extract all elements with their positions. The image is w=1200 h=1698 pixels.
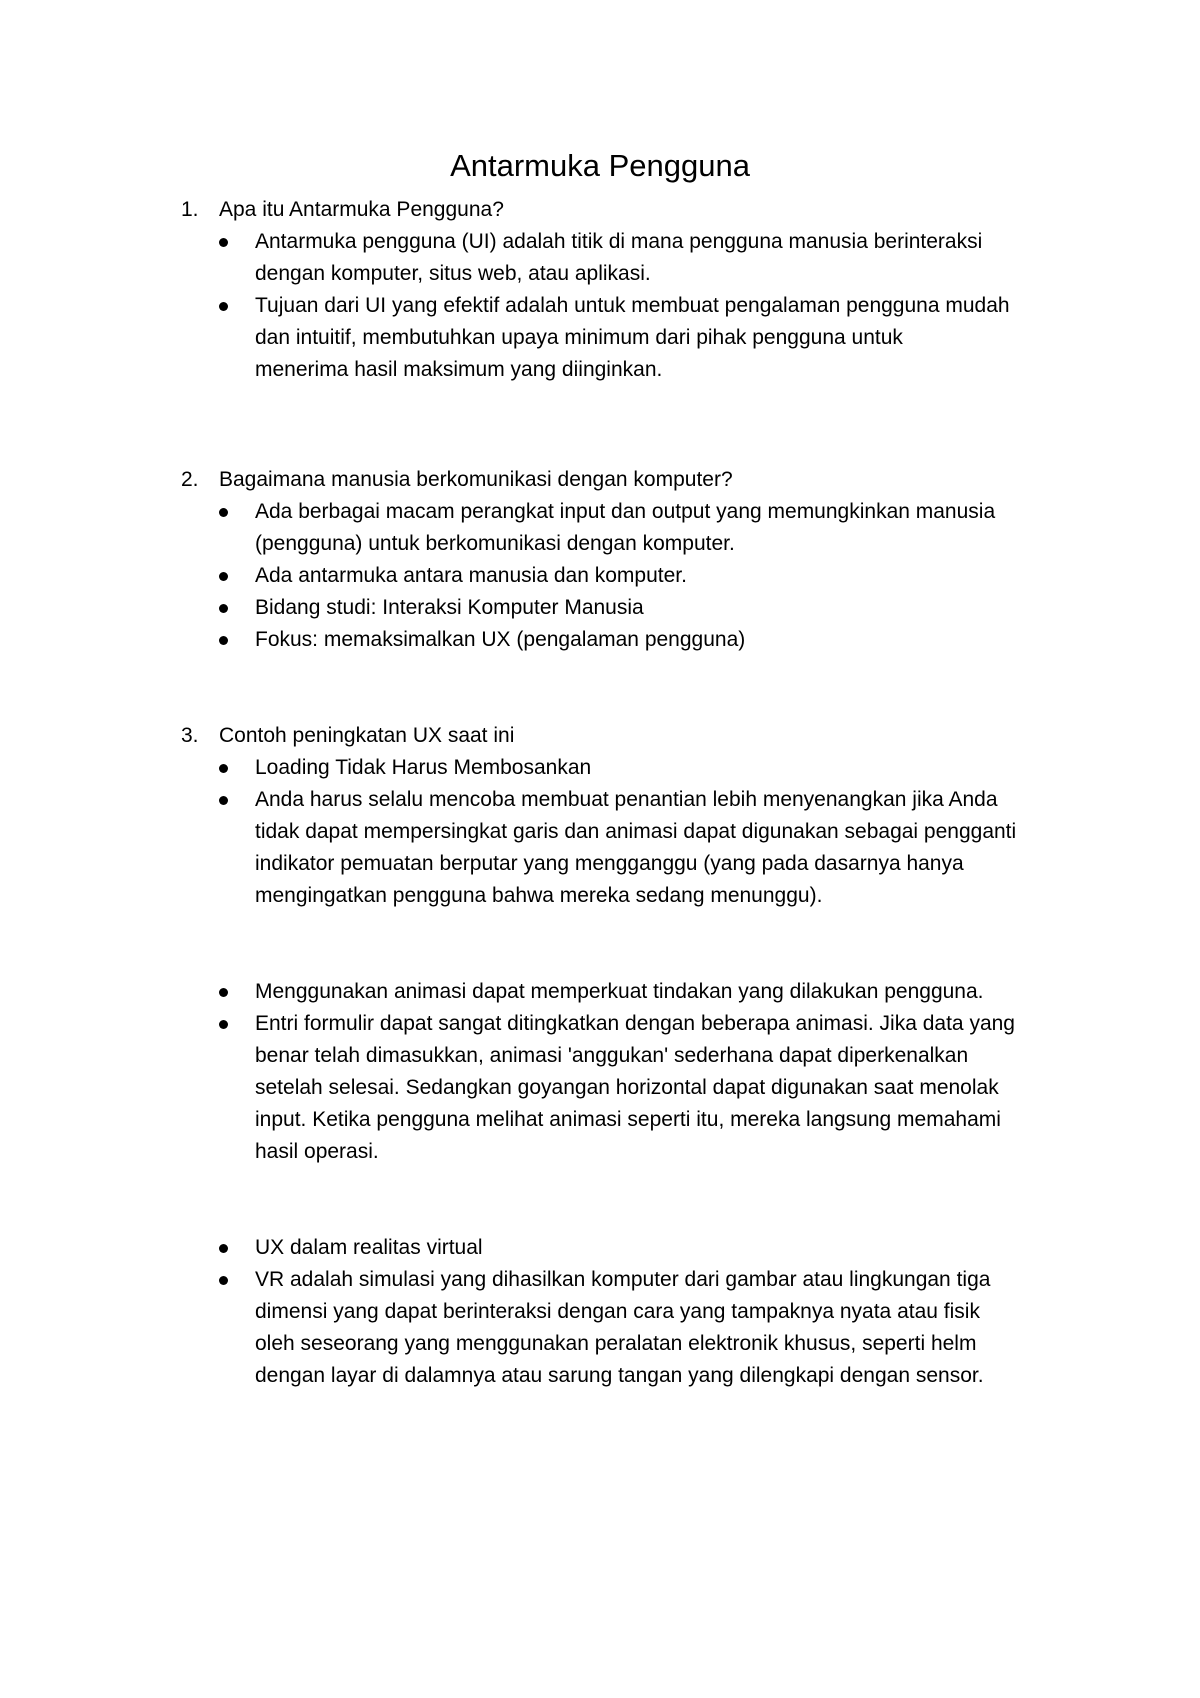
list-item-line: (pengguna) untuk berkomunikasi dengan komputer.	[255, 532, 735, 555]
bullet-icon	[219, 238, 228, 247]
bullet-icon	[219, 508, 228, 517]
section-number: 1.	[181, 198, 199, 221]
list-item-line: Ada berbagai macam perangkat input dan output yang memungkinkan manusia	[255, 500, 996, 523]
bullet-group-animations	[0, 976, 1200, 1168]
list-item	[0, 496, 1075, 560]
list-item-line: Menggunakan animasi dapat memperkuat tindakan yang dilakukan pengguna.	[255, 980, 984, 1003]
section-title: Contoh peningkatan UX saat ini	[219, 724, 515, 747]
list-item	[0, 1008, 1075, 1168]
list-item-line: Bidang studi: Interaksi Komputer Manusia	[255, 596, 644, 619]
list-item	[0, 1232, 1075, 1264]
bullet-icon	[219, 1244, 228, 1253]
bullet-icon	[219, 796, 228, 805]
section-title: Bagaimana manusia berkomunikasi dengan komputer?	[219, 468, 733, 491]
bullet-icon	[219, 1276, 228, 1285]
list-item	[0, 290, 1075, 386]
bullet-icon	[219, 302, 228, 311]
section-heading	[0, 464, 1200, 496]
list-item-line: Ada antarmuka antara manusia dan komputer.	[255, 564, 687, 587]
section-1	[0, 194, 1200, 386]
section-heading	[0, 720, 1200, 752]
bullet-icon	[219, 764, 228, 773]
list-item-line: Antarmuka pengguna (UI) adalah titik di mana pengguna manusia berinteraksi	[255, 230, 983, 253]
list-item-line: tidak dapat mempersingkat garis dan animasi dapat digunakan sebagai pengganti	[255, 820, 1017, 843]
list-item-line: mengingatkan pengguna bahwa mereka sedang menunggu).	[255, 884, 823, 907]
list-item-line: dan intuitif, membutuhkan upaya minimum dari pihak pengguna untuk	[255, 326, 903, 349]
list-item	[0, 624, 1075, 656]
bullet-list	[0, 1232, 1200, 1392]
list-item-line: dengan layar di dalamnya atau sarung tangan yang dilengkapi dengan sensor.	[255, 1364, 984, 1387]
page-title: Antarmuka Pengguna	[450, 148, 750, 183]
list-item-line: Anda harus selalu mencoba membuat penantian lebih menyenangkan jika Anda	[255, 788, 998, 811]
list-item-line: oleh seseorang yang menggunakan peralatan elektronik khusus, seperti helm	[255, 1332, 977, 1355]
section-heading	[0, 194, 1200, 226]
list-item-line: Fokus: memaksimalkan UX (pengalaman pengguna)	[255, 628, 746, 651]
bullet-list	[0, 496, 1200, 656]
list-item-line: Loading Tidak Harus Membosankan	[255, 756, 592, 779]
bullet-group-vr	[0, 1232, 1200, 1392]
bullet-icon	[219, 1020, 228, 1029]
bullet-icon	[219, 572, 228, 581]
list-item-line: setelah selesai. Sedangkan goyangan horizontal dapat digunakan saat menolak	[255, 1076, 999, 1099]
list-item-line: hasil operasi.	[255, 1140, 379, 1163]
list-item-line: menerima hasil maksimum yang diinginkan.	[255, 358, 663, 381]
list-item-line: Tujuan dari UI yang efektif adalah untuk membuat pengalaman pengguna mudah	[255, 294, 1010, 317]
section-title: Apa itu Antarmuka Pengguna?	[219, 198, 504, 221]
bullet-list	[0, 752, 1200, 912]
list-item	[0, 1264, 1075, 1392]
list-item	[0, 226, 1075, 290]
list-item	[0, 784, 1075, 912]
list-item-line: dimensi yang dapat berinteraksi dengan cara yang tampaknya nyata atau fisik	[255, 1300, 980, 1323]
list-item-line: dengan komputer, situs web, atau aplikasi.	[255, 262, 651, 285]
bullet-icon	[219, 988, 228, 997]
section-number: 3.	[181, 724, 199, 747]
list-item-line: Entri formulir dapat sangat ditingkatkan dengan beberapa animasi. Jika data yang	[255, 1012, 1015, 1035]
list-item	[0, 752, 1075, 784]
section-2	[0, 464, 1200, 656]
bullet-list	[0, 976, 1200, 1168]
list-item-line: indikator pemuatan berputar yang mengganggu (yang pada dasarnya hanya	[255, 852, 964, 875]
list-item-line: benar telah dimasukkan, animasi 'anggukan' sederhana dapat diperkenalkan	[255, 1044, 969, 1067]
section-3	[0, 720, 1200, 912]
section-number: 2.	[181, 468, 199, 491]
list-item	[0, 976, 1075, 1008]
bullet-icon	[219, 604, 228, 613]
bullet-list	[0, 226, 1200, 386]
list-item	[0, 592, 1075, 624]
list-item-line: VR adalah simulasi yang dihasilkan komputer dari gambar atau lingkungan tiga	[255, 1268, 991, 1291]
bullet-icon	[219, 636, 228, 645]
list-item-line: input. Ketika pengguna melihat animasi seperti itu, mereka langsung memahami	[255, 1108, 1001, 1131]
list-item	[0, 560, 1075, 592]
list-item-line: UX dalam realitas virtual	[255, 1236, 483, 1259]
